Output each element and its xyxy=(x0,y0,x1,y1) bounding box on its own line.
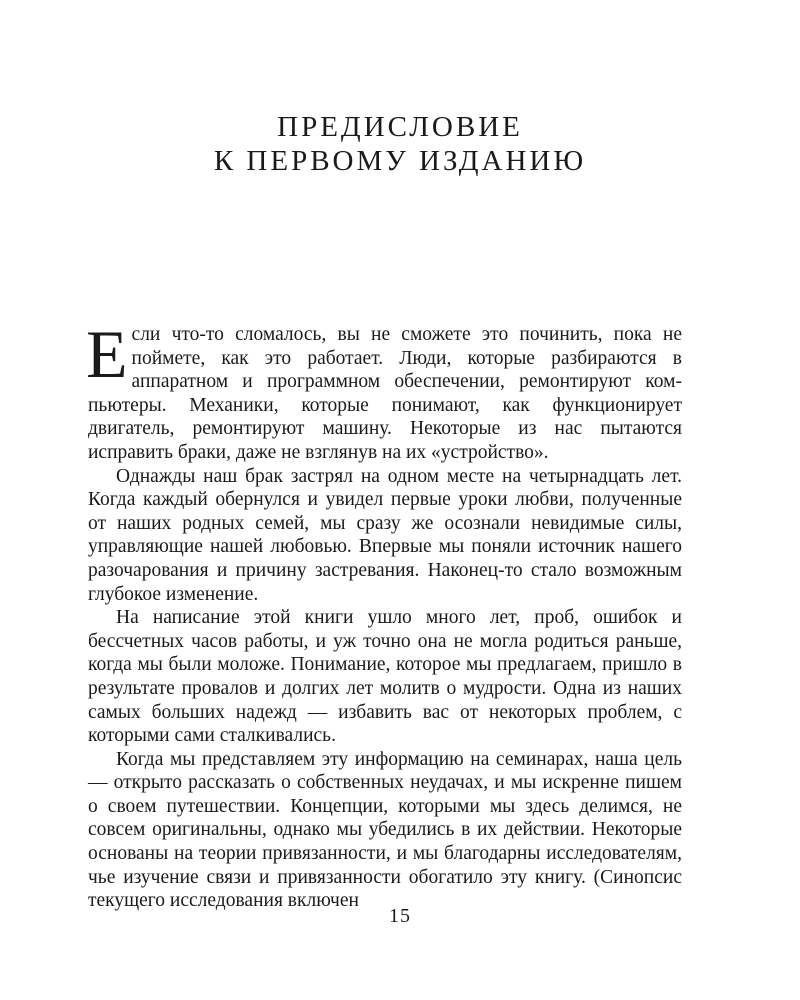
chapter-title-line-1: ПРЕДИСЛОВИЕ xyxy=(277,111,523,143)
page-number: 15 xyxy=(389,905,411,927)
paragraph-2: Однажды наш брак застрял на одном месте на четырнадцать лет. Когда каждый обернулся и увидел первые уроки любви, полученные от наших родных семей, мы сразу же осознали невидимые силы, управляющие нашей любовью. Впервые мы поняли источник нашего разочарования и причину застревания. Наконец-то стало возможным глубокое изменение. xyxy=(88,465,682,605)
paragraph-1 xyxy=(86,316,682,465)
paragraph-3: На написание этой книги ушло много лет, проб, ошибок и бессчетных часов работы, и уж точно она не могла родиться раньше, когда мы были моложе. Понимание, которое мы предлагаем, пришло в результате провалов и долгих лет молитв о мудрости. Одна из наших самых больших надежд — избавить вас от некоторых проблем, с которыми сами сталкивались. xyxy=(88,607,682,747)
drop-cap: Е xyxy=(86,316,128,392)
paragraph-4: Когда мы представляем эту информацию на семинарах, наша цель — открыто рассказать о собственных неудачах, и мы искренне пишем о своем путешествии. Концепции, которыми мы здесь делимся, не совсем оригинальны, однако мы убедились в их действии. Некоторые основаны на теории привязанности, и мы благодарны исследователям, чье изучение связи и привязанности обогатило эту книгу. (Синопсис текущего исследования включен xyxy=(88,748,682,912)
chapter-title xyxy=(0,110,800,178)
paragraph-1-text: сли что-то сломалось, вы не сможете это починить, пока не поймете, как это работает. Люди, которые разбираются в аппаратном и программном обеспечении, ремонтируют компьютеры. Механики, которые понимают, как функционирует двигатель, ремонтируют машину. Некоторые из нас пытаются исправить браки, даже не взглянув на их «устройство». xyxy=(88,324,682,463)
body-text xyxy=(86,316,682,913)
chapter-title-line-2: К ПЕРВОМУ ИЗДАНИЮ xyxy=(213,145,587,177)
